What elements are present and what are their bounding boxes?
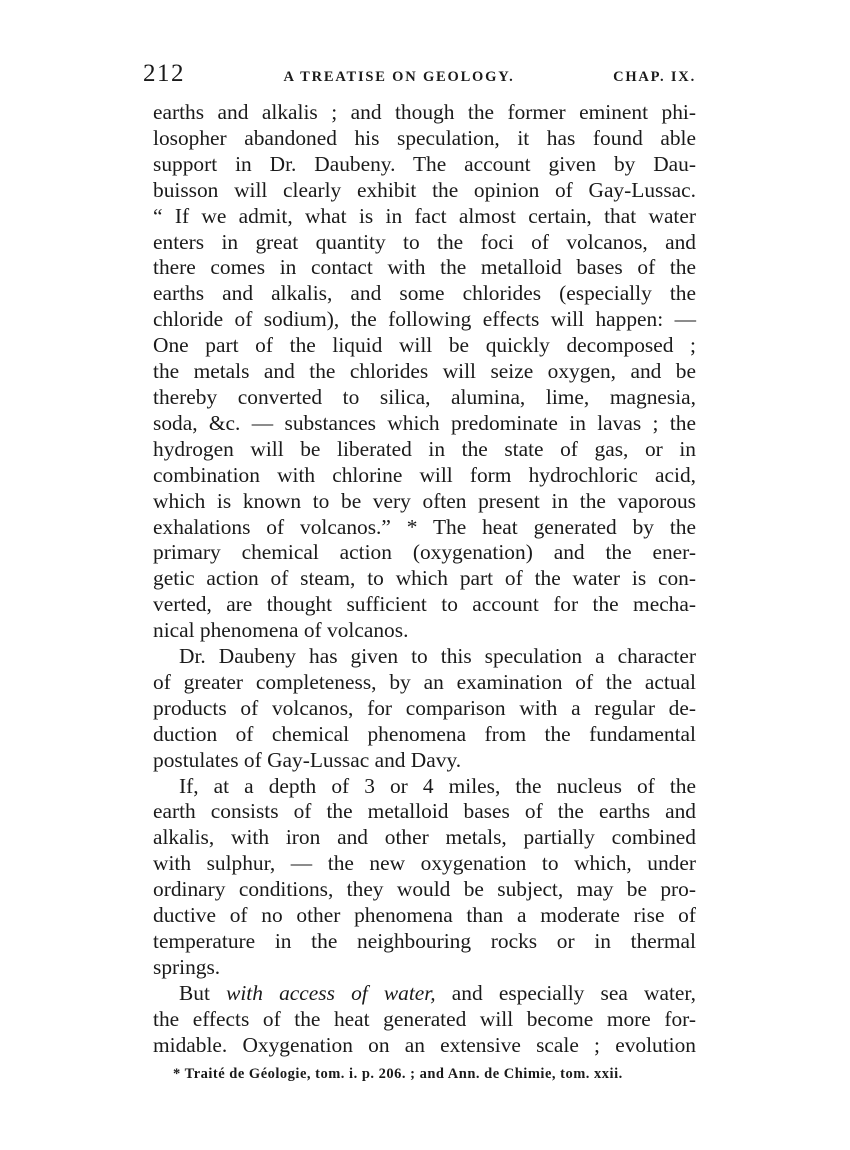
- text-fragment: and especially sea water,: [435, 980, 696, 1005]
- body-text: [153, 100, 696, 1059]
- text-line: the effects of the heat generated will become more for-: [153, 1006, 696, 1031]
- text-line: combination with chlorine will form hydrochloric acid,: [153, 462, 696, 487]
- paragraph-3: [153, 774, 696, 981]
- text-line: support in Dr. Daubeny. The account given by Dau-: [153, 151, 696, 176]
- text-line: alkalis, with iron and other metals, partially combined: [153, 825, 696, 850]
- text-line: products of volcanos, for comparison with a regular de-: [153, 695, 696, 720]
- text-line: soda, &c. — substances which predominate in lavas ; the: [153, 410, 696, 435]
- paragraph-1: [153, 100, 696, 644]
- text-line: enters in great quantity to the foci of volcanos, and: [153, 229, 696, 254]
- text-line: there comes in contact with the metalloid bases of the: [153, 255, 696, 280]
- text-line: postulates of Gay-Lussac and Davy.: [153, 747, 462, 772]
- text-line: ordinary conditions, they would be subject, may be pro-: [153, 877, 696, 902]
- text-line: springs.: [153, 954, 221, 979]
- text-line: verted, are thought sufficient to account for the mecha-: [153, 592, 696, 617]
- running-title: A TREATISE ON GEOLOGY.: [283, 69, 515, 85]
- italic-phrase: with access of water,: [226, 980, 436, 1005]
- text-line: thereby converted to silica, alumina, lime, magnesia,: [153, 384, 696, 409]
- page-header: [143, 60, 696, 94]
- text-line: temperature in the neighbouring rocks or in thermal: [153, 929, 696, 953]
- text-line: duction of chemical phenomena from the fundamental: [153, 721, 696, 746]
- text-line: “ If we admit, what is in fact almost certain, that water: [153, 203, 696, 228]
- text-line: hydrogen will be liberated in the state of gas, or in: [153, 436, 696, 461]
- text-line: getic action of steam, to which part of the water is con-: [153, 566, 696, 591]
- book-page: [143, 60, 696, 1059]
- text-line: ductive of no other phenomena than a moderate rise of: [153, 903, 696, 928]
- text-line: buisson will clearly exhibit the opinion of Gay-Lussac.: [153, 177, 696, 202]
- text-line: earths and alkalis ; and though the former eminent phi-: [153, 100, 696, 124]
- text-line: If, at a depth of 3 or 4 miles, the nucleus of the: [179, 773, 696, 798]
- text-line: One part of the liquid will be quickly decomposed ;: [153, 333, 696, 358]
- text-line: with sulphur, — the new oxygenation to which, under: [153, 851, 696, 876]
- text-line: of greater completeness, by an examination of the actual: [153, 669, 696, 694]
- text-line: losopher abandoned his speculation, it has found able: [153, 125, 696, 150]
- paragraph-4: [153, 981, 696, 1059]
- text-line: exhalations of volcanos.” * The heat generated by the: [153, 514, 696, 539]
- chapter-label: CHAP. IX.: [613, 69, 696, 85]
- text-line: earths and alkalis, and some chlorides (especially the: [153, 281, 696, 306]
- text-fragment: But: [179, 980, 227, 1005]
- text-line: midable. Oxygenation on an extensive scale ; evolution: [153, 1032, 696, 1057]
- text-line: earth consists of the metalloid bases of the earths and: [153, 799, 696, 824]
- text-line: Dr. Daubeny has given to this speculation a character: [179, 644, 696, 669]
- text-line: [153, 981, 696, 1007]
- text-line: which is known to be very often present in the vaporous: [153, 488, 696, 513]
- text-line: nical phenomena of volcanos.: [153, 618, 409, 643]
- footnote: * Traité de Géologie, tom. i. p. 206. ; and Ann. de Chimie, tom. xxii.: [173, 1066, 623, 1082]
- text-line: the metals and the chlorides will seize oxygen, and be: [153, 359, 696, 384]
- paragraph-2: [153, 644, 696, 774]
- text-line: chloride of sodium), the following effects will happen: —: [153, 307, 696, 332]
- text-line: primary chemical action (oxygenation) and the ener-: [153, 540, 696, 565]
- page-number: 212: [143, 60, 185, 87]
